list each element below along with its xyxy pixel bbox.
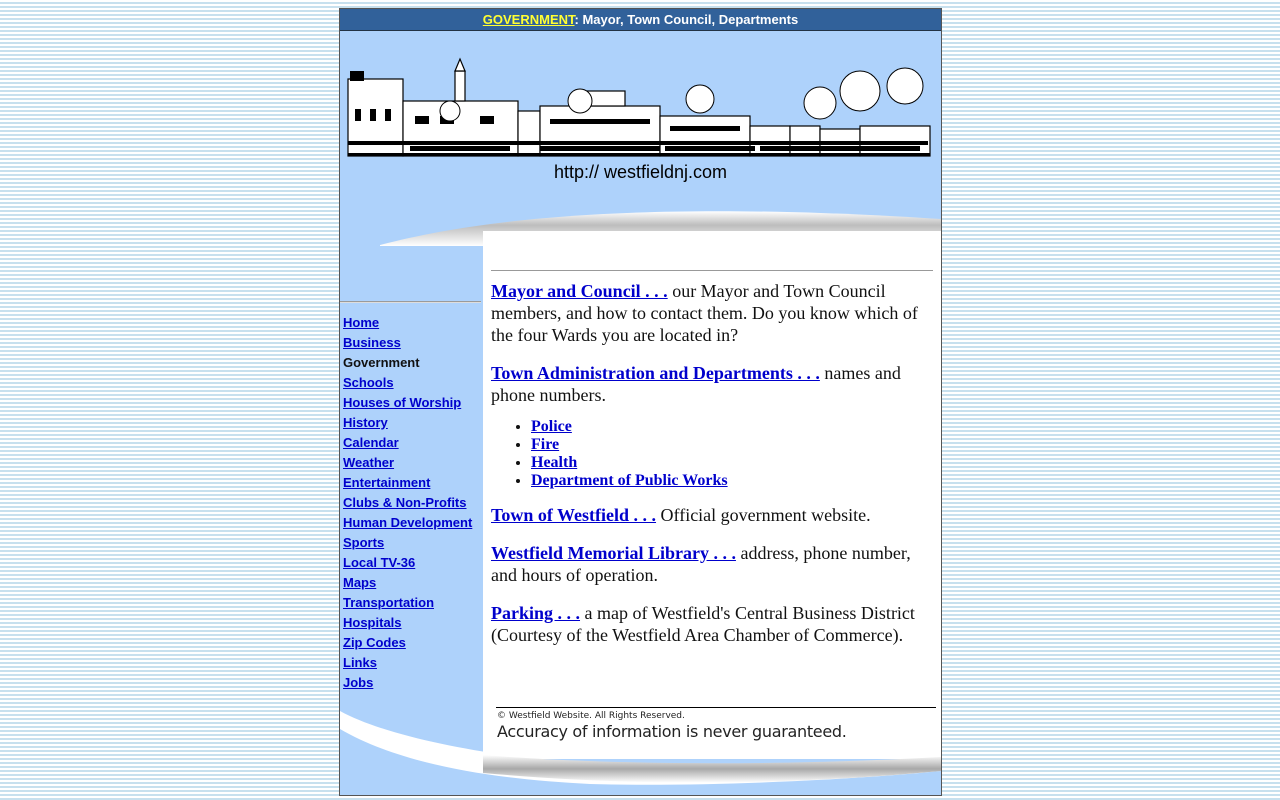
fire-link[interactable]: Fire xyxy=(531,436,560,453)
town-of-westfield-link[interactable]: Town of Westfield . . . xyxy=(491,505,657,525)
entry-library: Westfield Memorial Library . . . address, phone number, and hours of operation. xyxy=(491,543,911,585)
entry-town-of-westfield: Town of Westfield . . . Official government website. xyxy=(491,505,871,525)
sidebar-item-home: Home xyxy=(343,315,380,330)
sidebar-item-history: History xyxy=(343,415,388,430)
government-section-link[interactable]: GOVERNMENT xyxy=(482,12,575,27)
sidebar-item-transportation: Transportation xyxy=(343,595,435,610)
main-content-area xyxy=(483,245,941,705)
sidebar-item-human-development: Human Development xyxy=(343,515,473,530)
sidebar-item-schools: Schools xyxy=(343,375,394,390)
library-link[interactable]: Westfield Memorial Library . . . xyxy=(491,543,736,563)
sidebar-nav xyxy=(340,245,483,705)
footer-swoosh-decoration xyxy=(340,689,941,795)
content-divider xyxy=(491,270,933,271)
entry-town-administration: Town Administration and Departments . . . names and phone numbers. xyxy=(491,363,901,405)
entry-parking: Parking . . . a map of Westfield's Central Business District (Courtesy of the Westfield Area Chamber of Commerce). xyxy=(491,603,915,645)
sidebar-item-jobs: Jobs xyxy=(343,675,374,690)
sidebar-item-business: Business xyxy=(343,335,401,350)
mayor-council-link[interactable]: Mayor and Council . . . xyxy=(491,281,668,301)
police-link[interactable]: Police xyxy=(531,418,572,435)
nav-list xyxy=(343,315,472,695)
sidebar-item-links: Links xyxy=(343,655,377,670)
sidebar-item-clubs: Clubs & Non-Profits xyxy=(343,495,467,510)
site-url-text: http:// westfieldnj.com xyxy=(553,162,728,182)
list-item xyxy=(531,454,931,472)
departments-list xyxy=(491,418,931,490)
public-works-link[interactable]: Department of Public Works xyxy=(531,472,728,489)
sidebar-item-hospitals: Hospitals xyxy=(343,615,402,630)
copyright-text: © Westfield Website. All Rights Reserved. xyxy=(497,711,685,721)
section-header-bar xyxy=(340,9,941,31)
health-link[interactable]: Health xyxy=(531,454,578,471)
page-container xyxy=(339,8,942,796)
list-item xyxy=(531,472,931,490)
sidebar-item-government: Government xyxy=(343,355,420,370)
sidebar-item-weather: Weather xyxy=(343,455,395,470)
sidebar-item-sports: Sports xyxy=(343,535,385,550)
disclaimer-text: Accuracy of information is never guaranteed. xyxy=(497,722,847,741)
banner xyxy=(340,31,941,246)
sidebar-item-maps: Maps xyxy=(343,575,377,590)
footer-divider xyxy=(496,707,936,708)
sidebar-divider xyxy=(340,301,481,303)
entry-mayor-council: Mayor and Council . . . our Mayor and Town Council members, and how to contact them. Do you know which of the four Wards you are located in? xyxy=(491,281,918,345)
town-skyline-illustration xyxy=(340,31,941,246)
section-subtitle: : Mayor, Town Council, Departments xyxy=(574,12,799,27)
sidebar-item-zip-codes: Zip Codes xyxy=(343,635,406,650)
parking-link[interactable]: Parking . . . xyxy=(491,603,581,623)
sidebar-item-entertainment: Entertainment xyxy=(343,475,431,490)
list-item xyxy=(531,418,931,436)
town-administration-link[interactable]: Town Administration and Departments . . . xyxy=(491,363,820,383)
footer xyxy=(340,689,941,795)
sidebar-item-local-tv: Local TV-36 xyxy=(343,555,416,570)
list-item xyxy=(531,436,931,454)
sidebar-item-houses-of-worship: Houses of Worship xyxy=(343,395,462,410)
sidebar-item-calendar: Calendar xyxy=(343,435,399,450)
